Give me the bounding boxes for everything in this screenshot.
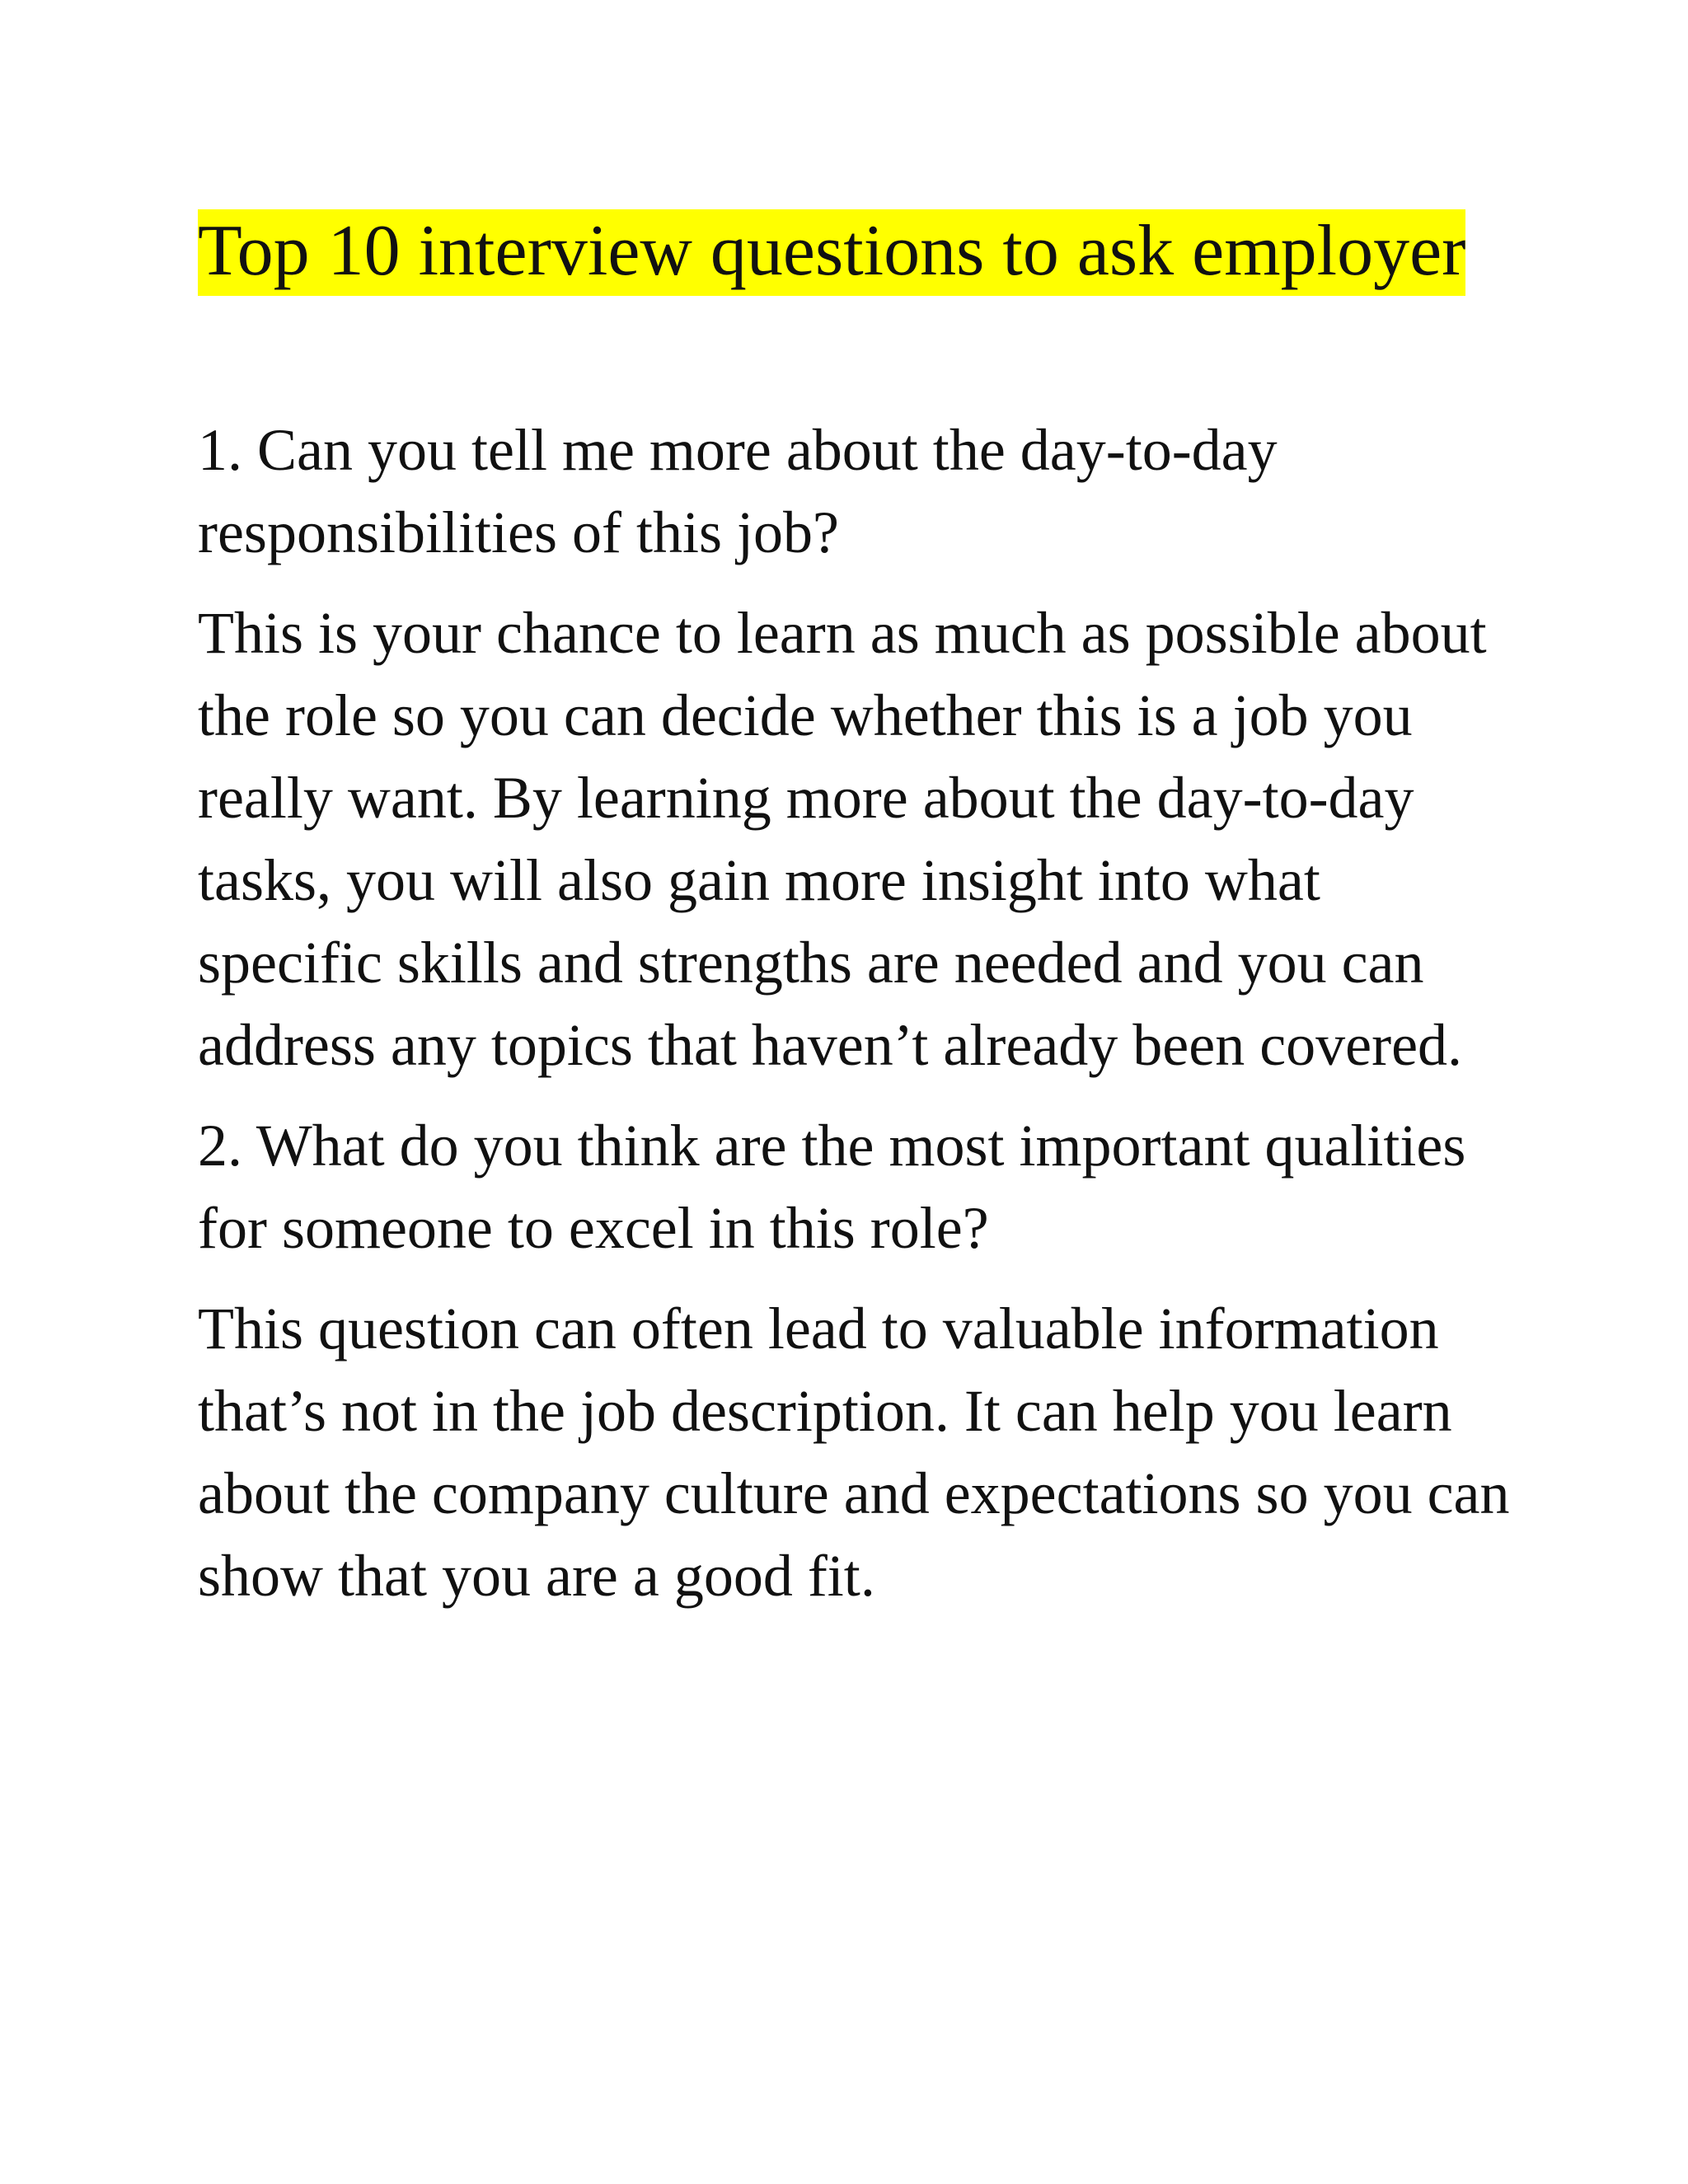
answer-2: This question can often lead to valuable information that’s not in the job description. It can help you learn about the company culture and expectations so you can show that you are a good fit. (198, 1296, 1510, 1609)
document-content (198, 196, 1517, 1617)
question-2: 2. What do you think are the most important qualities for someone to excel in this role? (198, 1113, 1466, 1261)
answer-1: This is your chance to learn as much as possible about the role so you can decide whether this is a job you really want. By learning more about the day-to-day tasks, you will also gain more insight into what specific skills and strengths are needed and you can address any topics that haven’t already been covered. (198, 600, 1487, 1078)
highlighted-title-text: Top 10 interview questions to ask employer (198, 209, 1465, 296)
question-1: 1. Can you tell me more about the day-to-day responsibilities of this job? (198, 417, 1278, 565)
document-title (198, 196, 1517, 307)
